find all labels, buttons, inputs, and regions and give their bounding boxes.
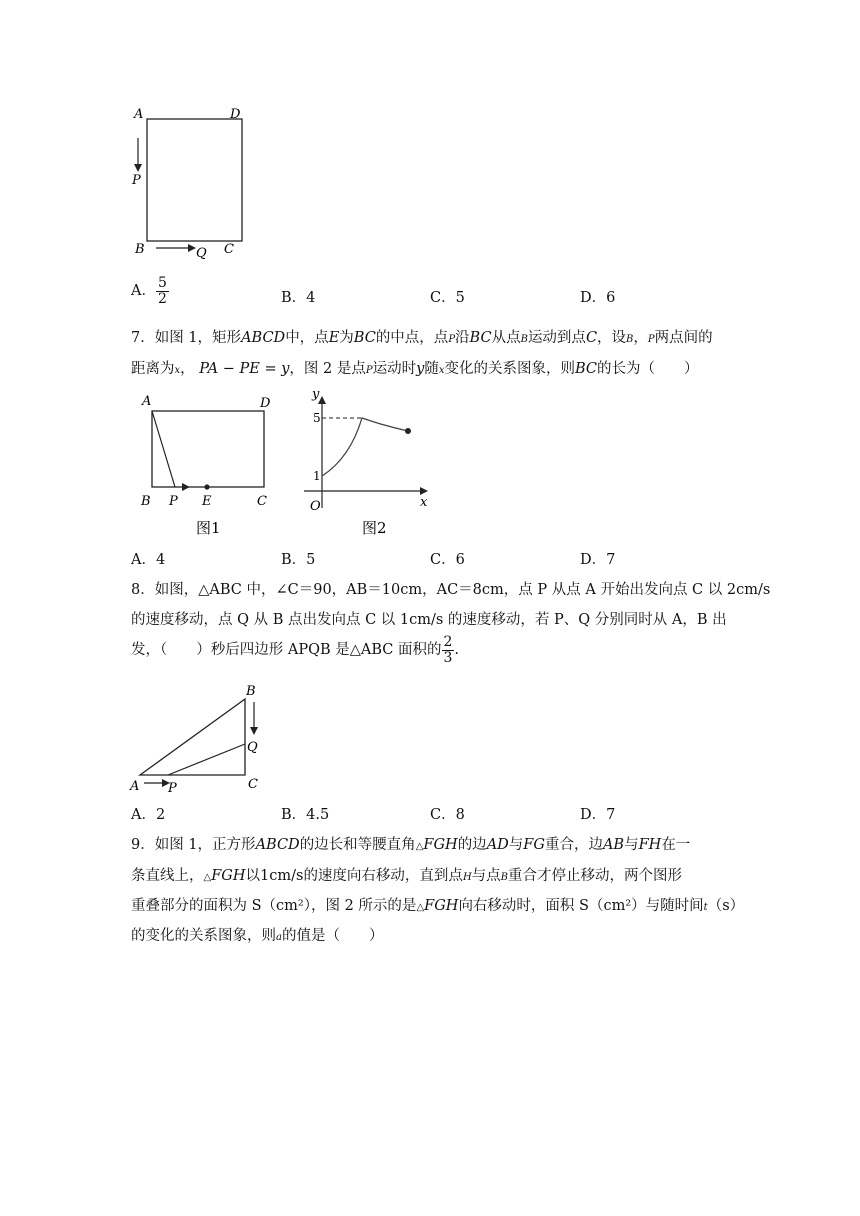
q9-text: 的边长和等腰直角 [299, 837, 416, 853]
q7-segment-ap [152, 411, 175, 487]
q7-math-y: y [416, 361, 425, 377]
q9-line-1 [131, 833, 690, 854]
q7-fig1-label-a: A [142, 394, 152, 409]
q9-triangle-symbol: △ [416, 902, 425, 913]
q8-option-c[interactable] [430, 803, 465, 824]
q7-math-bc: BC [353, 330, 376, 346]
q7-math-b: B [626, 334, 634, 345]
q8-fraction [442, 635, 455, 665]
q7-math-p: P [647, 334, 655, 345]
q7-fig2-label-y: y [312, 388, 320, 402]
q9-text: 的速度向右移动，直到点 [303, 868, 463, 884]
q7-option-b[interactable] [281, 548, 315, 569]
q7-fig2-tick-1: 1 [313, 469, 321, 483]
q9-text: 重合，边 [544, 837, 603, 853]
q9-unit-cm2: cm² [276, 898, 304, 914]
q9-text: 以 [245, 868, 260, 884]
q7-fig1-label-b: B [141, 494, 151, 509]
q6-label-p: P [132, 173, 141, 188]
q7-option-d-text: 7 [606, 552, 616, 568]
q7-text: 的长为（ ） [596, 361, 699, 377]
q6-option-b[interactable] [281, 286, 315, 307]
q7-fig2-caption: 图2 [362, 519, 387, 537]
q7-text: 运动到点 [527, 330, 586, 346]
q8-option-d[interactable] [580, 803, 615, 824]
q9-text: 向右移动时，面积 S（ [458, 898, 604, 914]
q6-label-b: B [135, 242, 145, 257]
q7-fig1-label-p: P [169, 494, 178, 509]
q6-option-b-text: 4 [306, 290, 316, 306]
q7-fig1-label-d: D [260, 396, 271, 411]
q7-text: ， [633, 330, 648, 346]
q9-triangle-symbol: △ [415, 841, 424, 852]
q7-math-p: P [448, 334, 456, 345]
q9-text: 的值是（ ） [281, 928, 384, 944]
q7-text: 为 [339, 330, 354, 346]
q9-text: ）与随时间 [631, 898, 704, 914]
q7-text: 随 [424, 361, 439, 377]
q7-math-bc: BC [574, 361, 597, 377]
q8-label-q: Q [247, 740, 258, 755]
q8-option-c-text: 8 [455, 807, 465, 823]
q9-math-fgh: FGH [423, 837, 458, 853]
q8-arrowhead-down [250, 727, 258, 735]
q9-math-ad: AD [486, 837, 509, 853]
q8-label-a: A [130, 779, 140, 794]
q7-option-d[interactable] [580, 548, 615, 569]
q6-option-a-den: 2 [157, 290, 167, 307]
q7-fig2-label-o: O [310, 499, 321, 514]
q6-figure [128, 100, 258, 265]
q9-unit-s: s [722, 898, 730, 914]
q7-fig1-label-c: C [257, 494, 267, 509]
q7-text: 沿 [455, 330, 470, 346]
q8-segment-pq [168, 744, 245, 775]
q7-figure-1 [135, 388, 280, 538]
q9-math-fg: FG [523, 837, 545, 853]
q7-option-a-text: 4 [155, 552, 166, 568]
q8-label-c: C [248, 777, 258, 792]
q7-option-c-label: C． [430, 552, 456, 568]
q6-option-a-fraction [156, 276, 169, 306]
q6-label-c: C [224, 242, 234, 257]
q7-math-x: x [174, 365, 181, 376]
q8-line-1: 8．如图，△ABC 中，∠C＝90，AB＝10cm，AC＝8cm，点 P 从点 A 开始出发向点 C 以 2cm/s [131, 582, 771, 598]
q9-triangle-symbol: △ [203, 872, 212, 883]
q8-fraction-den: 3 [443, 649, 453, 666]
q8-line-3-text: 发，（ ）秒后四边形 APQB 是△ABC 面积的 [131, 642, 442, 659]
q8-line-3 [131, 635, 459, 665]
q7-point-e [204, 484, 209, 489]
q8-line-2: 的速度移动，点 Q 从 B 点出发向点 C 以 1cm/s 的速度移动，若 P、Q 分别同时从 A，B 出 [131, 612, 727, 628]
q7-math-c: C [585, 330, 598, 346]
q8-option-b-label: B． [281, 807, 307, 823]
q7-graph-endpoint [405, 428, 411, 434]
q9-text: 在一 [661, 837, 691, 853]
q9-line-2 [131, 864, 682, 885]
q7-option-b-label: B． [281, 552, 307, 568]
q7-text: 距离为 [131, 361, 175, 377]
q6-arrowhead-right [188, 244, 196, 252]
q7-option-c-text: 6 [455, 552, 465, 568]
q9-text: 与点 [471, 868, 501, 884]
q9-math-fh: FH [638, 837, 662, 853]
q9-text: 的边 [457, 837, 487, 853]
q8-option-d-text: 7 [606, 807, 616, 823]
q6-rectangle [147, 119, 242, 241]
q8-label-p: P [168, 781, 177, 796]
q7-option-c[interactable] [430, 548, 465, 569]
q6-label-a: A [134, 107, 144, 122]
q7-option-a[interactable] [131, 548, 165, 569]
q7-formula: PA − PE = y [199, 361, 290, 377]
q8-label-b: B [246, 684, 256, 699]
q7-text: 运动时 [372, 361, 417, 377]
q6-option-c-label: C． [430, 290, 456, 306]
q7-math-bc: BC [469, 330, 492, 346]
q8-line-3-end: . [454, 642, 460, 659]
q7-text: ， [180, 361, 195, 377]
q9-text: 条直线上， [131, 868, 204, 884]
q8-option-a-text: 2 [155, 807, 166, 823]
q9-text: 的变化的关系图象，则 [131, 928, 276, 944]
q6-option-a[interactable] [131, 276, 169, 306]
q6-label-d: D [230, 107, 241, 122]
q7-fig2-tick-5: 5 [313, 411, 321, 425]
q7-math-x: x [438, 365, 445, 376]
q6-option-a-label: A． [131, 283, 156, 300]
q7-text: 的中点，点 [375, 330, 449, 346]
q8-option-a-label: A． [131, 807, 156, 823]
q8-option-b-text: 4.5 [306, 807, 330, 823]
q7-arrowhead [182, 483, 190, 491]
q7-text: 中，点 [285, 330, 329, 346]
q7-text: 变化的关系图象，则 [444, 361, 575, 377]
q7-math-e: E [328, 330, 340, 346]
q7-graph-curve [322, 418, 408, 476]
q7-option-a-label: A． [131, 552, 156, 568]
q7-text: 两点间的 [654, 330, 713, 346]
q6-label-q: Q [196, 246, 207, 261]
q7-math-abcd: ABCD [241, 330, 286, 346]
q7-rectangle [152, 411, 264, 487]
q6-option-d-label: D． [580, 290, 607, 306]
q8-option-c-label: C． [430, 807, 456, 823]
q6-option-d[interactable] [580, 286, 615, 307]
q9-line-4 [131, 924, 383, 945]
q7-line-1 [131, 326, 713, 347]
q6-option-c[interactable] [430, 286, 465, 307]
q8-option-b[interactable] [281, 803, 329, 824]
q7-option-b-text: 5 [306, 552, 316, 568]
q9-text: 重叠部分的面积为 S（ [131, 898, 277, 914]
q9-text: 重合才停止移动，两个图形 [508, 868, 683, 884]
q9-math-fgh: FGH [211, 868, 246, 884]
q9-text: ），图 2 所示的是 [303, 898, 417, 914]
q7-fig2-label-x: x [420, 495, 428, 510]
q7-figure-2 [300, 388, 440, 538]
q9-math-abcd: ABCD [255, 837, 300, 853]
q9-speed: 1cm/s [260, 868, 304, 884]
q6-option-b-label: B． [281, 290, 307, 306]
q9-text: 9．如图 1，正方形 [131, 837, 256, 853]
q9-math-fgh: FGH [424, 898, 459, 914]
q7-text: 从点 [491, 330, 521, 346]
q8-figure [128, 682, 278, 797]
q7-text: 7．如图 1，矩形 [131, 330, 242, 346]
q7-x-arrow [420, 487, 428, 495]
q9-unit-cm2: cm² [603, 898, 632, 914]
q8-option-d-label: D． [580, 807, 607, 823]
q9-math-h: H [462, 872, 472, 883]
q6-option-a-num: 5 [157, 275, 167, 291]
q7-math-p: P [365, 365, 373, 376]
q7-option-d-label: D． [580, 552, 607, 568]
q6-option-c-text: 5 [455, 290, 465, 306]
q9-text: 与 [508, 837, 524, 853]
q8-option-a[interactable] [131, 803, 165, 824]
q9-math-t: t [703, 902, 708, 913]
q9-math-a: a [276, 932, 282, 943]
q7-line-2 [131, 357, 698, 378]
q9-text: （ [707, 898, 723, 914]
q7-text: ，图 2 是点 [289, 361, 366, 377]
q8-fraction-num: 2 [443, 634, 453, 650]
q9-text: ） [729, 898, 745, 914]
q9-math-b: B [500, 872, 509, 883]
q7-math-b: B [520, 334, 528, 345]
q9-math-ab: AB [602, 837, 625, 853]
q6-option-d-text: 6 [606, 290, 616, 306]
q6-arrowhead-down [134, 164, 142, 172]
q8-triangle [140, 699, 245, 775]
q7-fig1-label-e: E [202, 494, 212, 509]
q7-fig1-caption: 图1 [196, 519, 221, 537]
q7-text: ，设 [597, 330, 627, 346]
q9-text: 与 [624, 837, 639, 853]
q9-line-3 [131, 894, 744, 915]
